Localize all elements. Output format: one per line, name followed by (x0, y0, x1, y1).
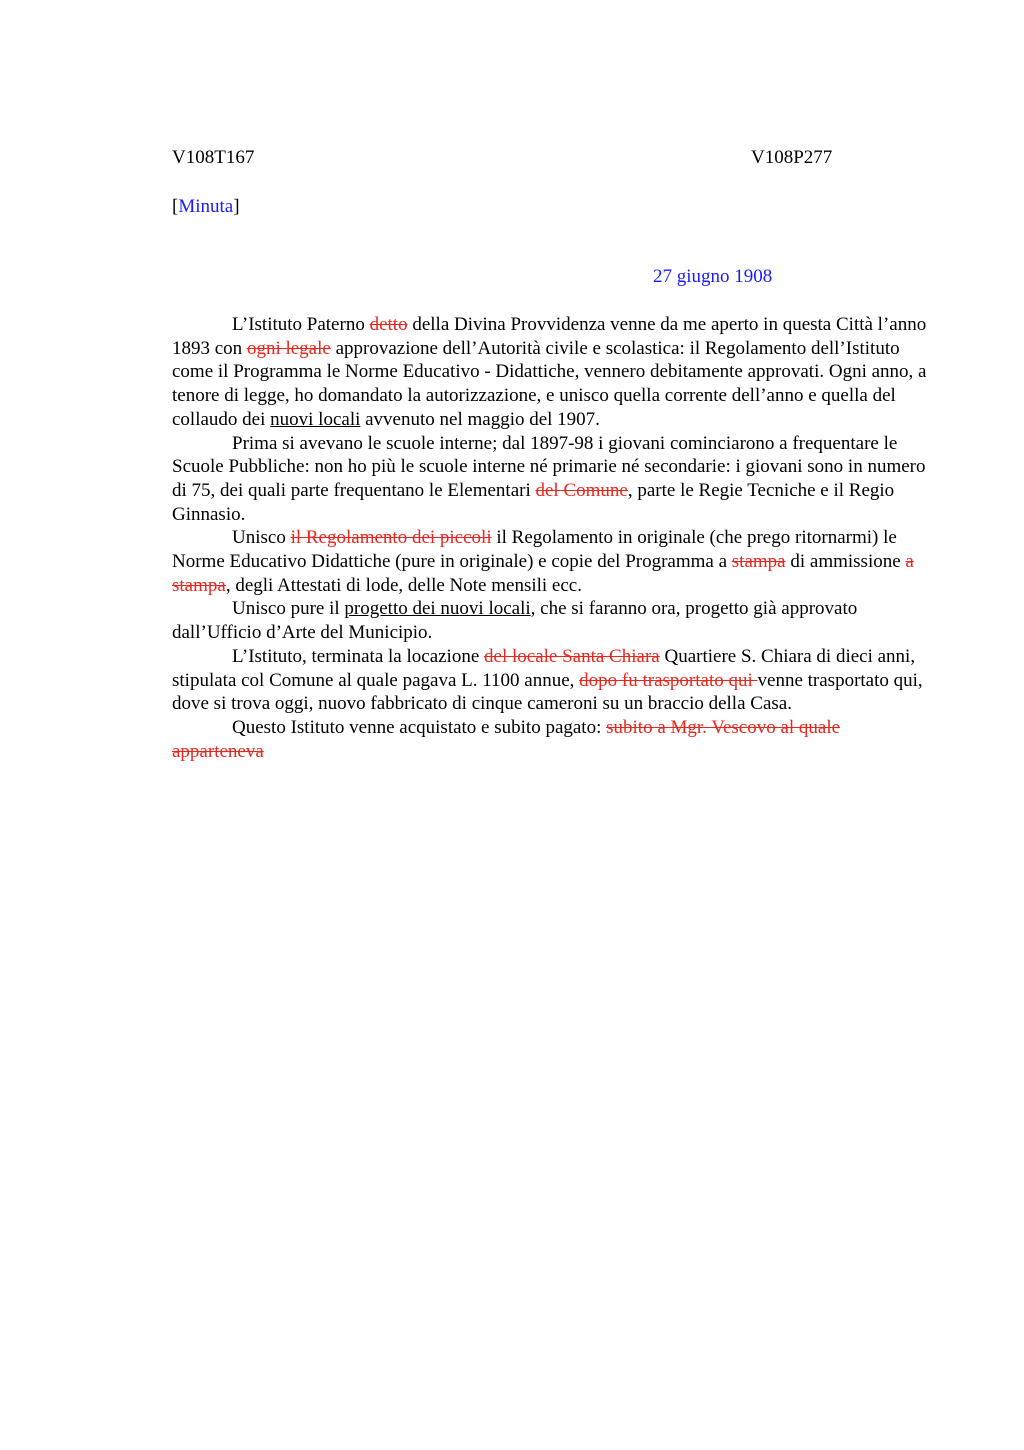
paragraph-text: , che si faranno ora, progetto già approvato dall’Ufficio d’Arte del Municipio. (172, 598, 858, 644)
paragraph-text: Quartiere S. Chiara di dieci anni, stipulata col Comune al quale pagava L. 1100 annue, (172, 645, 916, 691)
letter-paragraph (172, 526, 928, 597)
paragraph-text: della Divina Provvidenza venne da me aperto in questa Città l’anno 1893 con (172, 314, 927, 359)
letter-paragraph (172, 645, 928, 716)
struck-text: ogni legale (246, 337, 331, 359)
struck-text: del Comune (535, 479, 628, 501)
paragraph-text: il Regolamento in originale (che prego ritornarmi) le Norme Educativo Didattiche (pure in originale) e copie del Programma a (172, 527, 897, 573)
paragraph-text: Unisco pure il (232, 598, 345, 620)
letter-paragraph (172, 432, 928, 527)
minuta-label (172, 195, 240, 219)
struck-text: dopo fu trasportato qui (579, 669, 758, 691)
struck-text: a stampa (172, 551, 914, 596)
paragraph-text: Prima si avevano le scuole interne; dal 1897-98 i giovani cominciarono a frequentare le Scuole Pubbliche: non ho più le scuole interne né primarie né secondarie: i giovani sono in numero di 75, dei quali parte frequentano le Elementari (172, 432, 926, 501)
minuta-close-bracket: ] (233, 196, 240, 217)
underlined-text: progetto dei nuovi locali (344, 598, 531, 620)
letter-paragraph (172, 313, 928, 432)
letter-date: 27 giugno 1908 (653, 266, 773, 287)
paragraph-text: L’Istituto, terminata la locazione (232, 645, 485, 667)
struck-text: detto (369, 314, 408, 335)
minuta-text: Minuta (178, 196, 234, 217)
paragraph-text: L’Istituto Paterno (232, 314, 370, 335)
underlined-text: nuovi locali (270, 408, 361, 430)
paragraph-text: Questo Istituto venne acquistato e subito pagato: (232, 716, 607, 738)
letter-paragraph (172, 716, 928, 763)
header-right-code: V108P277 (751, 147, 833, 168)
paragraph-text: avvenuto nel maggio del 1907. (360, 408, 600, 430)
header-left-code: V108T167 (172, 147, 255, 168)
struck-text: il Regolamento dei piccoli (290, 527, 492, 549)
paragraph-text: , degli Attestati di lode, delle Note mensili ecc. (225, 574, 582, 596)
letter-body (172, 313, 928, 763)
paragraph-text: , parte le Regie Tecniche e il Regio Ginnasio. (172, 479, 895, 525)
paragraph-text: Unisco (232, 527, 291, 549)
minuta-open-bracket: [ (172, 196, 179, 217)
paragraph-text: di ammissione (785, 551, 906, 573)
paragraph-text: venne trasportato qui, dove si trova oggi, nuovo fabbricato di cinque cameroni su un braccio della Casa. (172, 669, 923, 715)
struck-text: stampa (731, 551, 786, 573)
paragraph-text: approvazione dell’Autorità civile e scolastica: il Regolamento dell’Istituto come il Programma le Norme Educativo - Didattiche, vennero debitamente approvati. Ogni anno, a tenore di legge, ho domandato la autorizzazione, e unisco quella corrente dell’anno e quella del collaudo dei (172, 337, 927, 430)
letter-paragraph (172, 597, 928, 644)
struck-text: del locale Santa Chiara (484, 645, 660, 667)
struck-text: subito a Mgr. Vescovo al quale apparteneva (172, 716, 841, 762)
